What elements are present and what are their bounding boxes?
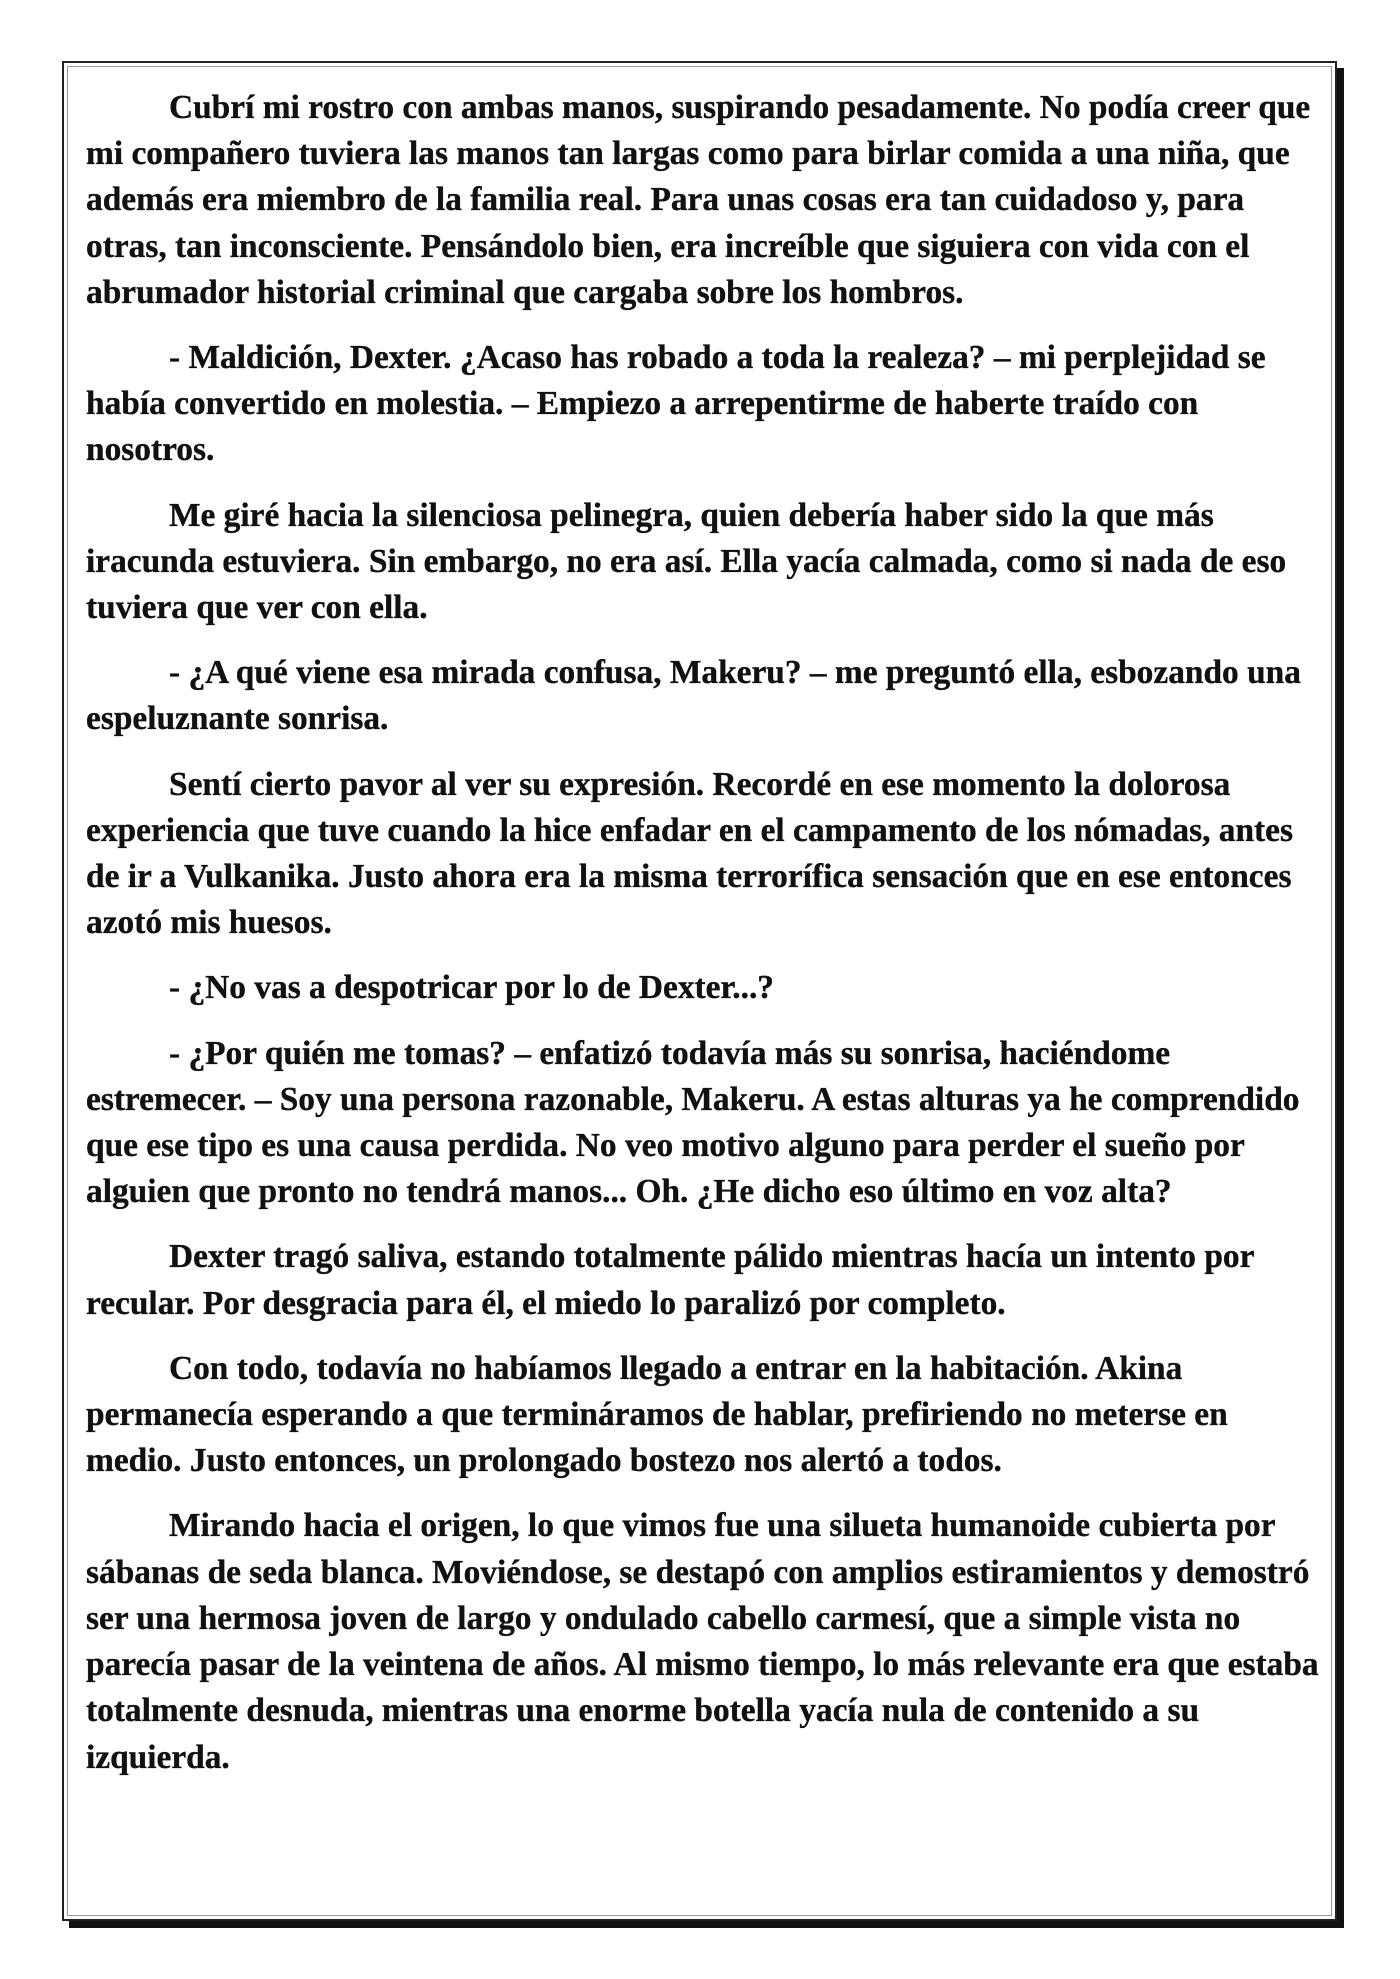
page-frame [62,61,1337,1921]
paragraph-10: Mirando hacia el origen, lo que vimos fue una silueta humanoide cubierta por sábanas de seda blanca. Moviéndose, se destapó con amplios estiramientos y demostró ser una hermosa joven de largo y ondulado cabello carmesí, que a simple vista no parecía pasar de la veintena de años. Al mismo tiempo, lo más relevante era que estaba totalmente desnuda, mientras una enorme botella yacía nula de contenido a su izquierda. [86,1507,1319,1776]
paragraph-3: Me giré hacia la silenciosa pelinegra, quien debería haber sido la que más iracunda estuviera. Sin embargo, no era así. Ella yacía calmada, como si nada de eso tuviera que ver con ella. [86,496,1287,627]
page-body [86,85,1321,1800]
paragraph-8: Dexter tragó saliva, estando totalmente pálido mientras hacía un intento por recular. Por desgracia para él, el miedo lo paralizó por completo. [86,1238,1254,1322]
paragraph-4: - ¿A qué viene esa mirada confusa, Makeru? – me preguntó ella, esbozando una espeluznante sonrisa. [86,654,1301,738]
paragraph-5: Sentí cierto pavor al ver su expresión. Recordé en ese momento la dolorosa experiencia que tuve cuando la hice enfadar en el campamento de los nómadas, antes de ir a Vulkanika. Justo ahora era la misma terrorífica sensación que en ese entonces azotó mis huesos. [86,765,1293,942]
paragraph-7: - ¿Por quién me tomas? – enfatizó todavía más su sonrisa, haciéndome estremecer. – Soy una persona razonable, Makeru. A estas alturas ya he comprendido que ese tipo es una causa perdida. No veo motivo alguno para perder el sueño por alguien que pronto no tendrá manos... Oh. ¿He dicho eso último en voz alta? [86,1034,1300,1211]
paragraph-6: - ¿No vas a despotricar por lo de Dexter...? [169,969,774,1007]
paragraph-9: Con todo, todavía no habíamos llegado a entrar en la habitación. Akina permanecía esperando a que termináramos de hablar, prefiriendo no meterse en medio. Justo entonces, un prolongado bostezo nos alertó a todos. [86,1349,1228,1480]
paragraph-2: - Maldición, Dexter. ¿Acaso has robado a toda la realeza? – mi perplejidad se había convertido en molestia. – Empiezo a arrepentirme de haberte traído con nosotros. [86,339,1266,469]
paragraph-1: Cubrí mi rostro con ambas manos, suspirando pesadamente. No podía creer que mi compañero tuviera las manos tan largas como para birlar comida a una niña, que además era miembro de la familia real. Para unas cosas era tan cuidadoso y, para otras, tan inconsciente. Pensándolo bien, era increíble que siguiera con vida con el abrumador historial criminal que cargaba sobre los hombros. [86,89,1311,311]
